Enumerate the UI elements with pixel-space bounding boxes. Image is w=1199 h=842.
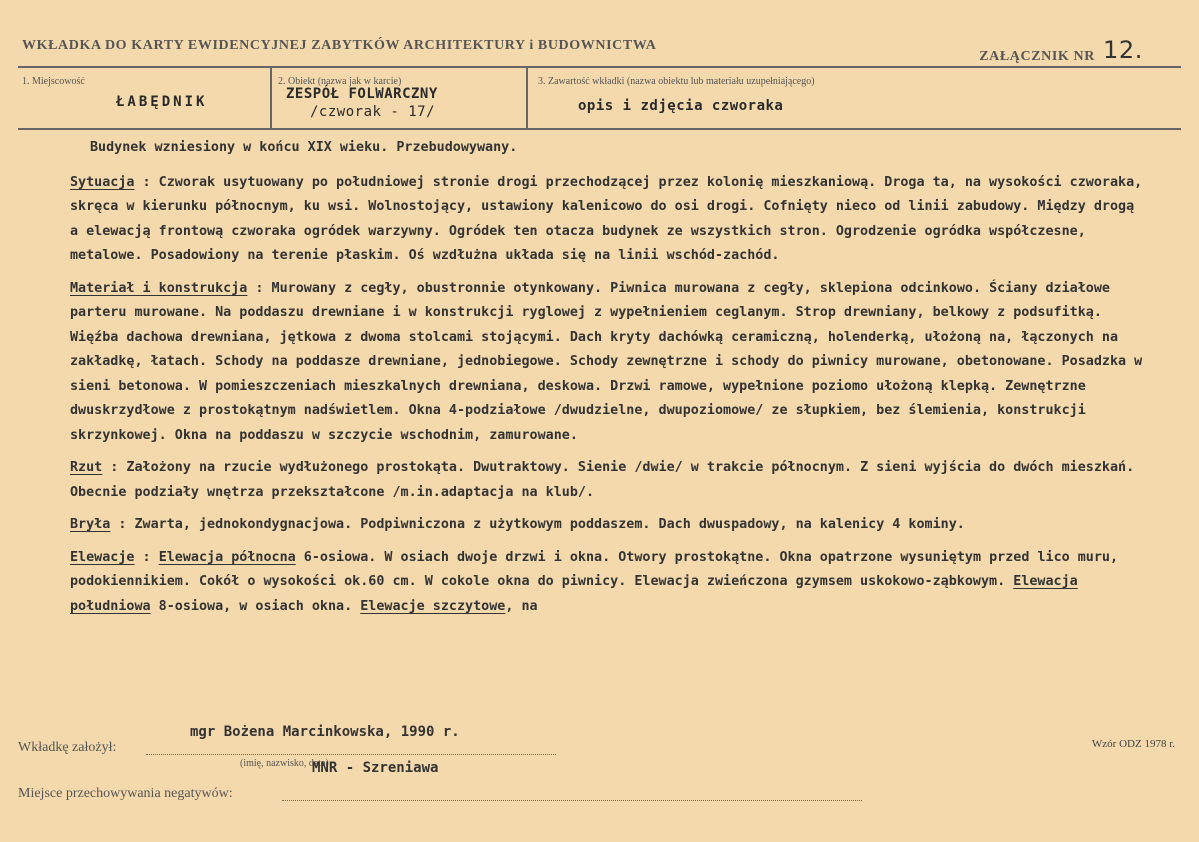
object-label: 2. Obiekt (nazwa jak w karcie) <box>278 76 402 87</box>
object-line-2: /czworak - 17/ <box>310 104 436 120</box>
object-line-1: ZESPÓŁ FOLWARCZNY <box>286 86 438 102</box>
elewacje-szczytowe-text: , na <box>505 598 538 614</box>
material-paragraph <box>70 277 1150 449</box>
location-value: ŁABĘDNIK <box>116 94 208 110</box>
author-line <box>146 754 556 755</box>
elewacje-sep: : <box>134 549 159 565</box>
form-template-id: Wzór ODZ 1978 r. <box>1091 738 1175 750</box>
elewacja-poludniowa-text: 8-osiowa, w osiach okna. <box>150 598 361 614</box>
content-label: 3. Zawartość wkładki (nazwa obiektu lub materiału uzupełniającego) <box>538 76 815 87</box>
negatives-location-value: MNR - Szreniawa <box>312 760 439 776</box>
attachment-value: 12. <box>1103 36 1143 64</box>
form-title: WKŁADKA DO KARTY EWIDENCYJNEJ ZABYTKÓW ARCHITEKTURY i BUDOWNICTWA <box>22 38 657 53</box>
bryla-heading: Bryła <box>70 517 111 532</box>
sytuacja-heading: Sytuacja <box>70 174 135 190</box>
bryla-paragraph <box>70 513 1150 538</box>
elewacja-polnocna-heading: Elewacja północna <box>158 549 296 565</box>
author-label: Wkładkę założył: <box>18 740 117 755</box>
field-separator-2 <box>526 68 528 128</box>
elewacja-poludniowa-heading: Elewacja południowa <box>70 574 1078 614</box>
bryla-text: : Zwarta, jednokondygnacjowa. Podpiwniczona z użytkowym poddaszem. Dach dwuspadowy, na kalenicy 4 kominy. <box>110 517 965 532</box>
sytuacja-paragraph <box>70 171 1150 269</box>
negatives-location-label: Miejsce przechowywania negatywów: <box>18 786 233 801</box>
elewacja-polnocna-text: 6-osiowa. W osiach dwoje drzwi i okna. Otwory prostokątne. Okna opatrzone wysuniętym przed lico muru, podokiennikiem. Cokół o wysokości ok.60 cm. W cokole okna do piwnicy. Elewacja zwieńczona gzymsem uskokowo-ząbkowym. <box>70 549 1119 589</box>
rzut-text: : Założony na rzucie wydłużonego prostokąta. Dwutraktowy. Sienie /dwie/ w trakcie północnym. Z sieni wyjścia do dwóch mieszkań. Obecnie podziały wnętrza przekształcone /m.in.adaptacja na klub/. <box>70 460 1135 500</box>
content-value: opis i zdjęcia czworaka <box>578 98 784 114</box>
location-label: 1. Miejscowość <box>22 76 85 87</box>
attachment-label: ZAŁĄCZNIK NR <box>979 49 1095 64</box>
negatives-location-line <box>282 800 862 801</box>
intro-paragraph: Budynek wzniesiony w końcu XIX wieku. Przebudowywany. <box>90 140 518 155</box>
description-body <box>70 136 1150 627</box>
field-separator-1 <box>270 68 272 128</box>
elewacje-paragraph <box>70 546 1150 620</box>
author-value: mgr Bożena Marcinkowska, 1990 r. <box>190 724 460 740</box>
material-text: : Murowany z cegły, obustronnie otynkowany. Piwnica murowana z cegły, sklepiona odcinkowo. Ściany działowe parteru murowane. Na poddaszu drewniane i w konstrukcji ryglowej z wypełnieniem ceglanym. Strop drewniany, belkowy z podsufitką. Więźba dachowa drewniana, jętkowa z dwoma stolcami stojącymi. Dach kryty dachówką ceramiczną, holenderką, ułożoną na, łączonych na zakładkę, łatach. Schody na poddasze drewniane, jednobiegowe. Schody zewnętrzne i schody do piwnicy murowane, obetonowane. Posadzka w sieni betonowa. W pomieszczeniach mieszkalnych drewniana, deskowa. Drzwi ramowe, wypełnione poziomo ułożoną klepką. Zewnętrzne dwuskrzydłowe z prostokątnym nadświetlem. Okna 4-podziałowe /dwudzielne, dwupoziomowe/ ze słupkiem, bez ślemienia, konstrukcji skrzynkowej. Okna na poddaszu w szczycie wschodnim, zamurowane. <box>70 280 1143 443</box>
attachment-number <box>979 38 1143 66</box>
elewacje-heading: Elewacje <box>70 549 135 565</box>
author-hint: (imię, nazwisko, data) <box>240 758 329 769</box>
sytuacja-text: : Czworak usytuowany po południowej stronie drogi przechodzącej przez kolonię mieszkaniową. Droga ta, na wysokości czworaka, skręca w kierunku północnym, ku wsi. Wolnostojący, ustawiony kalenicowo do osi drogi. Cofnięty nieco od linii zabudowy. Między drogą a elewacją frontową czworaka ogródek warzywny. Ogródek ten otacza budynek ze wszystkich stron. Ogrodzenie ogródka współczesne, metalowe. Posadowiony na terenie płaskim. Oś wzdłużna układa się na linii wschód-zachód. <box>70 174 1143 263</box>
header-divider <box>18 66 1181 68</box>
fields-divider <box>18 128 1181 130</box>
rzut-heading: Rzut <box>70 460 103 475</box>
elewacje-szczytowe-heading: Elewacje szczytowe <box>360 598 506 614</box>
material-heading: Materiał i konstrukcja <box>70 280 248 296</box>
rzut-paragraph <box>70 456 1150 505</box>
